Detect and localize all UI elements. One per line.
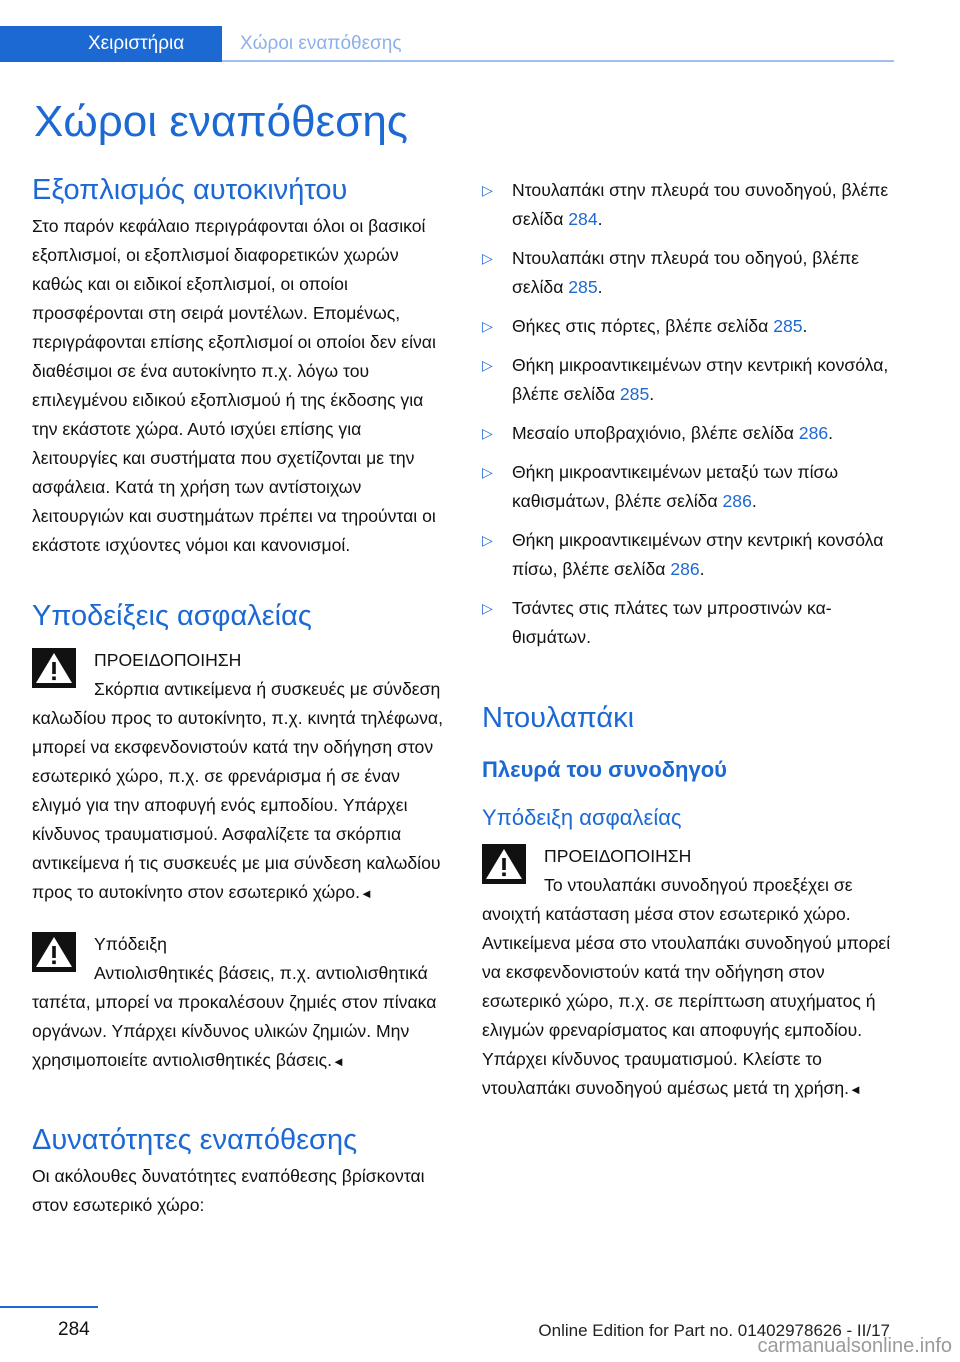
notice-block-anti-slip [32,928,450,1076]
footer-divider [0,1306,98,1308]
page-title: Χώροι εναπόθεσης [34,97,408,146]
end-mark: ◄ [332,1054,345,1069]
bullet-arrow-icon: ▷ [482,182,493,198]
page-link[interactable]: 285 [619,384,650,404]
page-link[interactable]: 286 [670,559,700,579]
warning-triangle-icon [482,844,526,884]
notice-triangle-icon [32,932,76,972]
list-item-text: Ντουλαπάκι στην πλευρά του συνοδηγού, βλέπε σελίδα [512,180,889,229]
header-divider [222,60,894,62]
warning-triangle-icon [32,648,76,688]
page-link[interactable]: 286 [722,491,752,511]
list-item [482,594,900,652]
page-link[interactable]: 285 [568,277,598,297]
warning-text [482,871,900,1104]
page-link[interactable]: 285 [773,316,803,336]
list-item [482,419,900,448]
list-item [482,176,900,234]
notice-title: Υπόδειξη [94,934,167,954]
list-item-text: Μεσαίο υποβραχιόνιο, βλέπε σελίδα [512,423,799,443]
list-item [482,526,900,584]
warning-text-content: Σκόρπια αντικείμενα ή συσκευές με σύνδεση καλωδίου προς το αυτοκίνητο, π.χ. κινητά τηλέφωνα, μπορεί να εκσφενδονιστούν κατά την οδήγηση στον εσωτερικό χώρο, π.χ. σε φρενάρισμα ή σε έναν ελιγμό για την αποφυγή ενός εμποδίου. Υπάρχει κίνδυνος τραυματισμού. Ασφαλίζετε τα σκόρπια αντικείμενα ή τις συσκευές με μια σύνδεση καλωδίου προς το αυτοκίνητο στον εσωτερικό χώρο. [32,679,443,902]
section-heading-safety-notes: Υποδείξεις ασφαλείας [32,600,312,632]
bullet-arrow-icon: ▷ [482,600,493,616]
warning-text [32,675,450,908]
header-bar [0,0,960,62]
list-item-text: Θήκη μικροαντικειμένων στην κεντρική κονσόλα πίσω, βλέπε σελίδα [512,530,884,579]
section-heading-vehicle-equipment: Εξοπλισμός αυτοκινήτου [32,174,348,206]
watermark: carmanualsonline.info [757,1335,952,1357]
list-item [482,244,900,302]
list-item-text: Ντουλαπάκι στην πλευρά του οδηγού, βλέπε σελίδα [512,248,859,297]
list-item [482,351,900,409]
page-link[interactable]: 286 [798,423,829,443]
edition-text: Online Edition for Part no. 01402978626 - II/17 [538,1321,890,1340]
warning-text-content: Το ντουλαπάκι συνοδηγού προεξέχει σε ανοιχτή κατάσταση μέσα στον εσωτερικό χώρο. Αντικείμενα μέσα στο ντουλαπάκι συνοδηγού μπορεί να εκσφενδονιστούν κατά την οδήγηση στον εσωτερικό χώρο, π.χ. σε περίπτωση ατυχήματος ή ελιγμών φρεναρίσματος και αποφυγής εμποδίου. Υπάρχει κίνδυνος τραυματισμού. Κλείστε το ντουλαπάκι συνοδηγού αμέσως μετά τη χρήση. [482,875,891,1098]
list-item-text: Τσάντες στις πλάτες των μπροστινών καθισμάτων. [512,598,832,647]
bullet-arrow-icon: ▷ [482,464,493,480]
notice-text-content: Αντιολισθητικές βάσεις, π.χ. αντιολισθητικά ταπέτα, μπορεί να προκαλέσουν ζημιές στον πίνακα οργάνων. Υπάρχει κίνδυνος υλικών ζημιών. Μην χρησιμοποιείτε αντιολισθητικές βάσεις. [32,963,437,1070]
warning-block-loose-objects [32,644,450,908]
list-item-tail: . [699,559,705,579]
warning-title: ΠΡΟΕΙΔΟΠΟΙΗΣΗ [94,650,242,670]
list-item-text: Θήκη μικροαντικειμένων μεταξύ των πίσω καθισμάτων, βλέπε σελίδα [512,462,839,511]
list-item-tail: . [597,209,603,229]
list-item-tail: . [751,491,757,511]
list-item-text: Θήκες στις πόρτες, βλέπε σελίδα [512,316,774,336]
page-number: 284 [58,1319,90,1340]
bullet-arrow-icon: ▷ [482,250,493,266]
bullet-arrow-icon: ▷ [482,425,493,441]
list-item [482,458,900,516]
bullet-arrow-icon: ▷ [482,318,493,334]
list-item [482,312,900,341]
tab-controls[interactable]: Χειριστήρια [0,26,222,62]
storage-list [482,176,900,652]
list-item-text: Θήκη μικροαντικειμένων στην κεντρική κονσόλα, βλέπε σελίδα [512,355,889,404]
page-link[interactable]: 284 [568,209,598,229]
bullet-arrow-icon: ▷ [482,357,493,373]
bullet-arrow-icon: ▷ [482,532,493,548]
vehicle-equipment-text: Στο παρόν κεφάλαιο περιγράφονται όλοι οι βασικοί εξοπλισμοί, οι εξοπλισμοί διαφορετικών χωρών καθώς και οι ειδικοί εξοπλισμοί, οι οποίοι προσφέρονται στη σειρά μοντέλων. Επομένως, περιγράφονται επίσης εξοπλισμοί οι οποίοι δεν είναι διαθέσιμοι σε ένα αυτοκίνητο π.χ. λόγω του επιλεγμένου ειδικού εξοπλισμού ή της έκδοσης για την εκάστοτε χώρα. Αυτό ισχύει επίσης για λειτουργίες και συστήματα που σχετίζονται με την ασφάλεια. Κατά τη χρήση των αντίστοιχων λειτουργιών και συστημάτων πρέπει να τηρούνται οι εκάστοτε ισχύοντες νόμοι και κανονισμοί. [32,216,436,555]
end-mark: ◄ [359,886,373,901]
list-item-tail: . [802,316,808,336]
end-mark: ◄ [849,1082,862,1097]
section-heading-glovebox: Ντουλαπάκι [482,702,635,734]
tab-storage-compartments[interactable]: Χώροι εναπόθεσης [240,33,402,54]
warning-block-glovebox [482,840,900,1104]
list-item-tail: . [597,277,603,297]
storage-options-text: Οι ακόλουθες δυνατότητες εναπόθεσης βρίσκονται στον εσωτερικό χώρο: [32,1166,425,1215]
right-column [482,176,900,1104]
section-heading-storage-options: Δυνατότητες εναπόθεσης [32,1124,358,1156]
list-item-tail: . [828,423,834,443]
subheading-safety-note: Υπόδειξη ασφαλείας [482,805,682,830]
list-item-tail: . [649,384,655,404]
left-column [32,168,450,1220]
warning-title: ΠΡΟΕΙΔΟΠΟΙΗΣΗ [544,846,692,866]
notice-text [32,959,450,1076]
subheading-passenger-side: Πλευρά του συνοδηγού [482,757,727,782]
